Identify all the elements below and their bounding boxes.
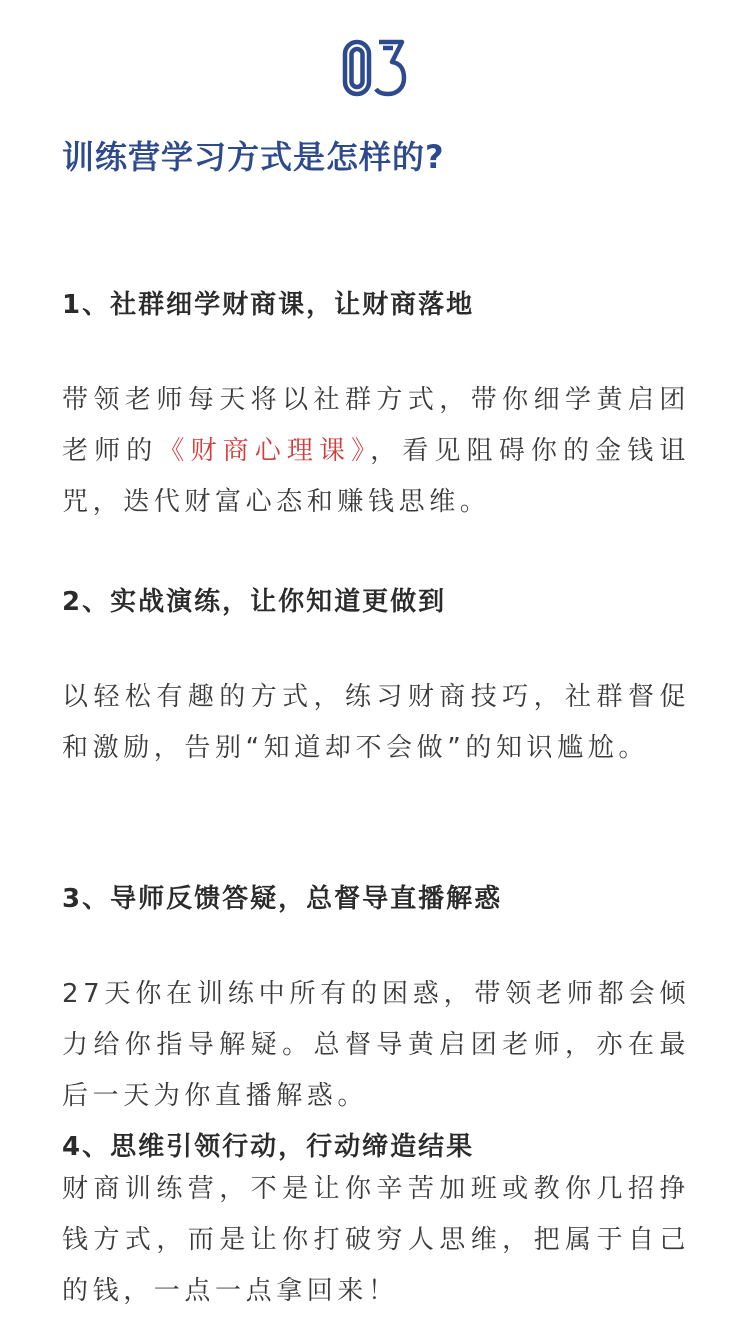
item-paragraph-1 [62, 375, 690, 528]
item-heading-2: 2、实战演练，让你知道更做到 [62, 587, 447, 617]
paragraph-text: 财商训练营，不是让你辛苦加班或教你几招挣钱方式，而是让你打破穷人思维，把属于自己的钱，一点一点拿回来！ [62, 1174, 690, 1306]
item-paragraph-4 [62, 1164, 690, 1317]
section-title: 训练营学习方式是怎样的? [62, 138, 445, 176]
item-heading-3: 3、导师反馈答疑，总督导直播解惑 [62, 884, 503, 914]
paragraph-text: 以轻松有趣的方式，练习财商技巧，社群督促和激励，告别“知道却不会做”的知识尴尬。 [62, 682, 690, 763]
paragraph-text: 带领老师每天将以社群方式，带你细学黄启团老师的 [62, 385, 690, 466]
item-heading-1: 1、社群细学财商课，让财商落地 [62, 290, 475, 320]
section-number-graphic [342, 38, 408, 98]
item-paragraph-2 [62, 672, 690, 774]
item-heading-4: 4、思维引领行动，行动缔造结果 [62, 1132, 475, 1162]
paragraph-text: 27天你在训练中所有的困惑，带领老师都会倾力给你指导解疑。总督导黄启团老师，亦在最后一天为你直播解惑。 [62, 979, 690, 1111]
item-paragraph-3 [62, 969, 690, 1122]
section-number [0, 38, 750, 100]
paragraph-text: ，看见阻碍你的金钱诅咒，迭代财富心态和赚钱思维。 [62, 436, 690, 517]
course-title-highlight: 《财商心理课》 [158, 436, 371, 466]
